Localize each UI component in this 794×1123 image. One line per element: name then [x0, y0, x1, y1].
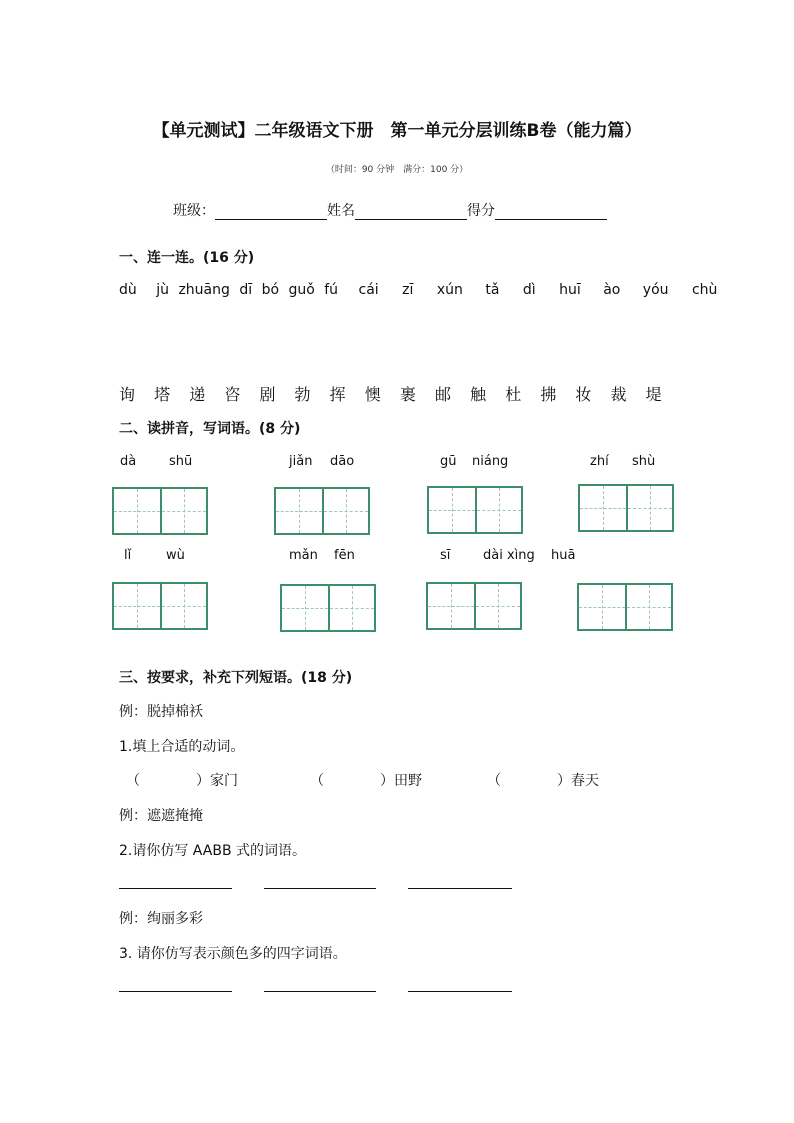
- name-blank[interactable]: [355, 203, 467, 220]
- writing-grid[interactable]: [274, 487, 370, 535]
- pinyin-item: ào: [603, 282, 621, 298]
- page-subtitle: （时间：90 分钟 满分：100 分）: [325, 165, 469, 175]
- hanzi-item: 询: [119, 385, 136, 404]
- answer-blank[interactable]: [264, 991, 376, 992]
- pinyin-item: dù: [119, 282, 137, 298]
- section3-heading: 三、按要求，补充下列短语。(18 分): [119, 670, 353, 686]
- score-blank[interactable]: [495, 203, 607, 220]
- pinyin-label: wù: [166, 548, 185, 563]
- writing-grid[interactable]: [112, 487, 208, 535]
- pinyin-item: huī: [559, 282, 581, 298]
- pinyin-label: niáng: [472, 454, 509, 469]
- pinyin-item: tǎ: [485, 282, 500, 298]
- writing-grid[interactable]: [577, 583, 673, 631]
- hanzi-item: 递: [189, 385, 206, 404]
- answer-blank[interactable]: [119, 991, 232, 992]
- question-text: 2.请你仿写 AABB 式的词语。: [119, 843, 307, 859]
- pinyin-item: xún: [436, 282, 463, 298]
- example-text: 例：遮遮掩掩: [119, 808, 203, 824]
- pinyin-item: zī: [402, 282, 414, 298]
- pinyin-label: shū: [169, 454, 193, 469]
- answer-blank[interactable]: [119, 888, 232, 889]
- pinyin-label: huā: [551, 548, 576, 563]
- writing-grid[interactable]: [426, 582, 522, 630]
- pinyin-label: dài xìng: [483, 548, 535, 563]
- pinyin-item: fú: [324, 282, 339, 298]
- hanzi-item: 邮: [434, 385, 451, 404]
- fill-item[interactable]: （ ）田野: [310, 773, 422, 789]
- pinyin-item: jù: [156, 282, 169, 298]
- writing-grid[interactable]: [427, 486, 523, 534]
- hanzi-item: 堤: [645, 385, 662, 404]
- writing-grid[interactable]: [578, 484, 674, 532]
- pinyin-item: guǒ: [288, 282, 315, 298]
- fill-item[interactable]: （ ）春天: [487, 773, 599, 789]
- pinyin-label: gū: [440, 454, 457, 469]
- page-title: 【单元测试】二年级语文下册 第一单元分层训练B卷（能力篇）: [152, 121, 642, 141]
- fill-item[interactable]: （ ）家门: [126, 773, 238, 789]
- pinyin-item: yóu: [642, 282, 669, 298]
- answer-blank[interactable]: [408, 888, 512, 889]
- pinyin-label: zhí: [590, 454, 609, 469]
- pinyin-label: lǐ: [124, 548, 132, 563]
- hanzi-item: 挥: [329, 385, 346, 404]
- example-text: 例：绚丽多彩: [119, 911, 203, 927]
- pinyin-label: dāo: [330, 454, 355, 469]
- example-text: 例：脱掉棉袄: [119, 704, 203, 720]
- section2-heading: 二、读拼音，写词语。(8 分): [119, 421, 301, 437]
- pinyin-item: cái: [358, 282, 379, 298]
- hanzi-item: 裹: [399, 385, 416, 404]
- pinyin-item: chù: [691, 282, 718, 298]
- pinyin-label: fēn: [334, 548, 355, 563]
- answer-blank[interactable]: [264, 888, 376, 889]
- pinyin-label: shù: [632, 454, 656, 469]
- hanzi-item: 裁: [610, 385, 627, 404]
- hanzi-item: 触: [470, 385, 487, 404]
- name-label: 姓名: [327, 203, 355, 219]
- hanzi-item: 妆: [575, 385, 592, 404]
- class-blank[interactable]: [215, 203, 327, 220]
- pinyin-label: jiǎn: [289, 454, 313, 469]
- section1-heading: 一、连一连。(16 分): [119, 250, 255, 266]
- pinyin-label: sī: [440, 548, 451, 563]
- pinyin-item: zhuāng: [178, 282, 230, 298]
- score-label: 得分: [467, 203, 495, 219]
- hanzi-item: 杜: [505, 385, 522, 404]
- pinyin-item: bó: [261, 282, 280, 298]
- hanzi-item: 拂: [540, 385, 557, 404]
- answer-blank[interactable]: [408, 991, 512, 992]
- writing-grid[interactable]: [112, 582, 208, 630]
- student-info: [173, 200, 607, 220]
- hanzi-item: 剧: [259, 385, 276, 404]
- hanzi-item: 懊: [364, 385, 381, 404]
- pinyin-row: [119, 282, 717, 298]
- hanzi-item: 咨: [224, 385, 241, 404]
- pinyin-item: dì: [522, 282, 536, 298]
- hanzi-item: 勃: [294, 385, 311, 404]
- hanzi-item: 塔: [154, 385, 171, 404]
- writing-grid[interactable]: [280, 584, 376, 632]
- hanzi-row: [119, 382, 662, 405]
- pinyin-label: dà: [120, 454, 137, 469]
- pinyin-label: mǎn: [289, 548, 318, 563]
- class-label: 班级：: [173, 203, 215, 219]
- question-text: 1.填上合适的动词。: [119, 739, 245, 755]
- pinyin-item: dī: [239, 282, 253, 298]
- question-text: 3. 请你仿写表示颜色多的四字词语。: [119, 946, 347, 962]
